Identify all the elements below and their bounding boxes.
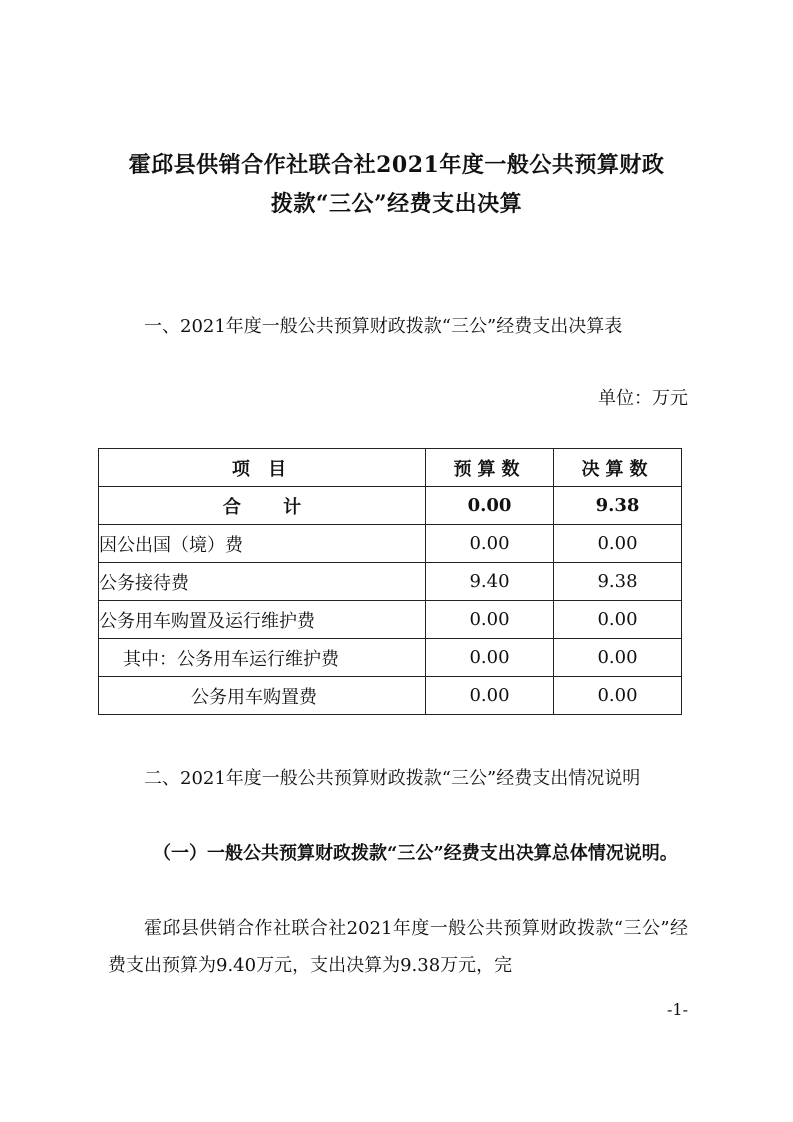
row-actual: 0.00 (554, 525, 682, 563)
row-item: 公务用车购置及运行维护费 (99, 601, 426, 639)
section2-heading: 二、2021年度一般公共预算财政拨款“三公”经费支出情况说明 (144, 768, 641, 789)
table-header-row (99, 449, 682, 487)
document-title-line1: 霍邱县供销合作社联合社2021年度一般公共预算财政 (128, 152, 665, 178)
table-row (99, 639, 682, 677)
row-budget: 0.00 (426, 639, 554, 677)
row-actual: 0.00 (554, 601, 682, 639)
table-row (99, 677, 682, 715)
three-public-expenses-table (98, 448, 682, 715)
header-item: 项 目 (99, 449, 426, 487)
row-actual: 0.00 (554, 677, 682, 715)
body-paragraph: 霍邱县供销合作社联合社2021年度一般公共预算财政拨款“三公”经费支出预算为9.40万元，支出决算为9.38万元，完 (108, 918, 688, 976)
table-row-total (99, 487, 682, 525)
row-budget: 0.00 (426, 525, 554, 563)
document-title-line2: 拨款“三公”经费支出决算 (270, 191, 523, 217)
row-actual: 9.38 (554, 563, 682, 601)
total-label: 合 计 (99, 487, 426, 525)
row-item: 其中：公务用车运行维护费 (99, 639, 426, 677)
row-budget: 0.00 (426, 601, 554, 639)
row-budget: 9.40 (426, 563, 554, 601)
row-item: 因公出国（境）费 (99, 525, 426, 563)
table-row (99, 601, 682, 639)
unit-label: 单位：万元 (598, 388, 688, 409)
row-budget: 0.00 (426, 677, 554, 715)
row-item: 公务用车购置费 (99, 677, 426, 715)
total-budget: 0.00 (426, 487, 554, 525)
header-budget: 预算数 (426, 449, 554, 487)
subsection1-heading: （一）一般公共预算财政拨款“三公”经费支出决算总体情况说明。 (153, 843, 678, 864)
total-actual: 9.38 (554, 487, 682, 525)
table-row (99, 563, 682, 601)
table-row (99, 525, 682, 563)
row-item: 公务接待费 (99, 563, 426, 601)
page-number: -1- (667, 1000, 688, 1019)
row-actual: 0.00 (554, 639, 682, 677)
section1-heading: 一、2021年度一般公共预算财政拨款“三公”经费支出决算表 (144, 316, 623, 337)
header-actual: 决算数 (554, 449, 682, 487)
